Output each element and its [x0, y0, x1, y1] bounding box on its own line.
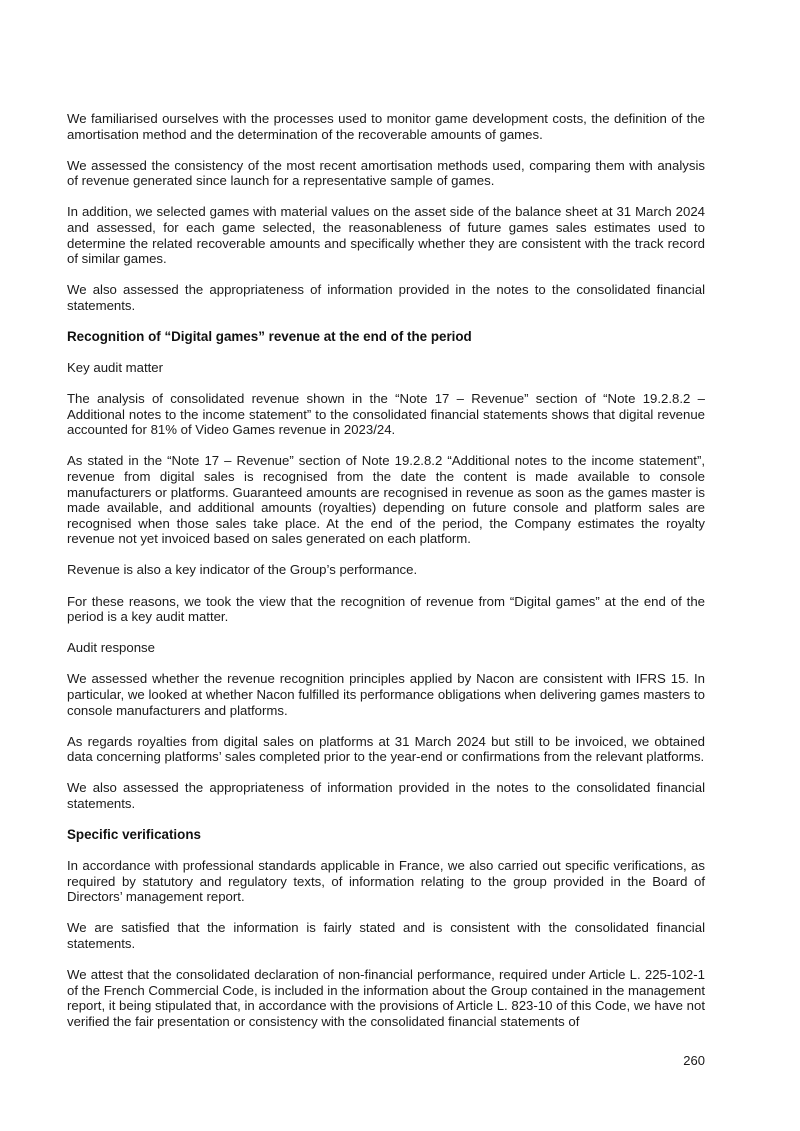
paragraph: In addition, we selected games with material values on the asset side of the balance sheet at 31 March 2024 and assessed, for each game selected, the reasonableness of future games sales estimates used to determine the related recoverable amounts and specifically whether they are consistent with the track record of similar games. — [67, 204, 705, 267]
paragraph: Revenue is also a key indicator of the Group’s performance. — [67, 562, 418, 578]
paragraph: We attest that the consolidated declaration of non-financial performance, required under Article L. 225-102-1 of the French Commercial Code, is included in the information about the Group contained in the management report, it being stipulated that, in accordance with the provisions of Article L. 823-10 of this Code, we have not verified the fair presentation or consistency with the consolidated financial statements of — [67, 967, 705, 1029]
key-audit-matter-label: Key audit matter — [67, 360, 164, 376]
paragraph: We assessed whether the revenue recognition principles applied by Nacon are consistent with IFRS 15. In particular, we looked at whether Nacon fulfilled its performance obligations when delivering games masters to console manufacturers and platforms. — [67, 671, 705, 718]
page-content — [67, 111, 705, 1045]
paragraph: We are satisfied that the information is fairly stated and is consistent with the consolidated financial statements. — [67, 920, 705, 951]
section-heading-digital-games: Recognition of “Digital games” revenue at the end of the period — [67, 328, 472, 344]
paragraph: In accordance with professional standards applicable in France, we also carried out specific verifications, as required by statutory and regulatory texts, of information relating to the group provided in the Board of Directors’ management report. — [67, 858, 705, 905]
paragraph: We familiarised ourselves with the processes used to monitor game development costs, the definition of the amortisation method and the determination of the recoverable amounts of games. — [67, 111, 705, 142]
paragraph: For these reasons, we took the view that the recognition of revenue from “Digital games” at the end of the period is a key audit matter. — [67, 593, 705, 625]
audit-response-label: Audit response — [67, 640, 155, 656]
paragraph: As regards royalties from digital sales on platforms at 31 March 2024 but still to be invoiced, we obtained data concerning platforms’ sales completed prior to the year-end or confirmations from the relevant platforms. — [67, 733, 705, 765]
paragraph: We also assessed the appropriateness of information provided in the notes to the consolidated financial statements. — [67, 282, 705, 313]
page-number: 260 — [683, 1053, 705, 1068]
paragraph: As stated in the “Note 17 – Revenue” section of Note 19.2.8.2 “Additional notes to the income statement”, revenue from digital sales is recognised from the date the content is made available to console manufacturers or platforms. Guaranteed amounts are recognised in revenue as soon as the games master is made available, and additional amounts (royalties) depending on future console and platform sales are recognised when those sales take place. At the end of the period, the Company estimates the royalty revenue not yet invoiced based on sales generated on each platform. — [67, 453, 705, 547]
paragraph: We assessed the consistency of the most recent amortisation methods used, comparing them with analysis of revenue generated since launch for a representative sample of games. — [67, 157, 705, 189]
section-heading-specific-verifications: Specific verifications — [67, 827, 201, 842]
paragraph: The analysis of consolidated revenue shown in the “Note 17 – Revenue” section of “Note 19.2.8.2 – Additional notes to the income statement” to the consolidated financial statements shows that digital revenue accounted for 81% of Video Games revenue in 2023/24. — [67, 391, 705, 438]
paragraph: We also assessed the appropriateness of information provided in the notes to the consolidated financial statements. — [67, 780, 705, 811]
